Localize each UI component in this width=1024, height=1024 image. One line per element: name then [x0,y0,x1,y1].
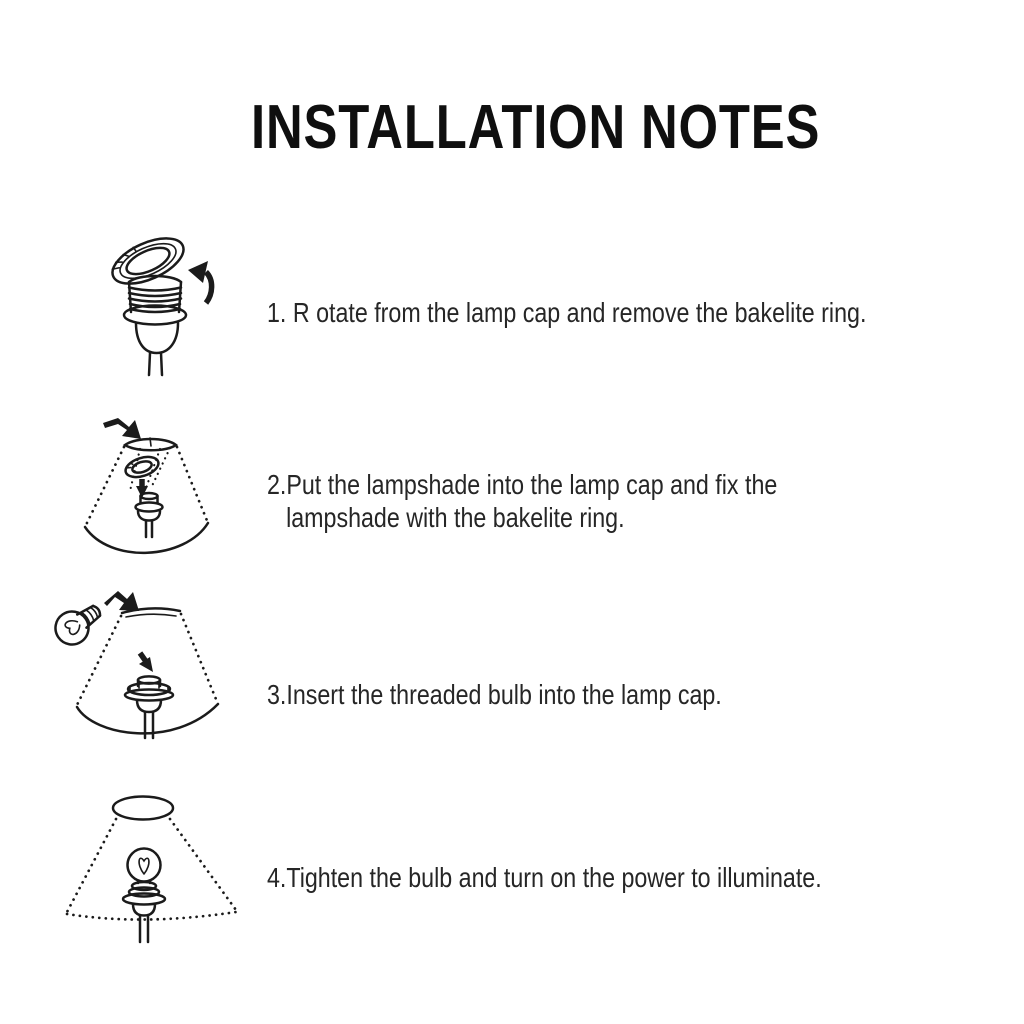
bakelite-ring [123,453,161,481]
step1-text: 1. R otate from the lamp cap and remove the bakelite ring. [267,297,867,328]
lamp-cap [136,493,163,537]
insert-arrow-icon [103,418,141,439]
step2-text: 2.Put the lampshade into the lamp cap and fix the lampshade with the bakelite ring. [267,469,778,533]
lamp-cap [125,676,173,738]
light-bulb-icon [49,596,108,651]
down-arrow-icon [139,653,153,672]
assembled-lamp-illustration [62,792,242,947]
lampshade [67,797,236,920]
lamp-cap [124,276,186,375]
page-title: INSTALLATION NOTES [251,93,821,162]
light-bulb-icon [128,849,161,882]
lampshade-ring-fix-illustration [80,415,212,565]
lamp-cap [123,881,165,943]
step4-text: 4.Tighten the bulb and turn on the power to illuminate. [267,862,822,893]
lamp-cap-remove-ring-illustration [108,230,218,380]
step4-illustration [62,792,242,947]
insert-bulb-illustration [52,586,232,746]
step1-illustration [108,230,218,380]
bakelite-ring [106,229,190,293]
step3-illustration [52,586,232,746]
power-cord [149,353,150,375]
filament [139,858,149,874]
insert-arrow-icon [104,591,139,611]
step2-illustration [80,415,212,565]
rotate-arrow-icon [188,261,212,303]
step3-text: 3.Insert the threaded bulb into the lamp cap. [267,679,722,710]
lampshade [77,608,218,733]
filament [64,617,82,636]
